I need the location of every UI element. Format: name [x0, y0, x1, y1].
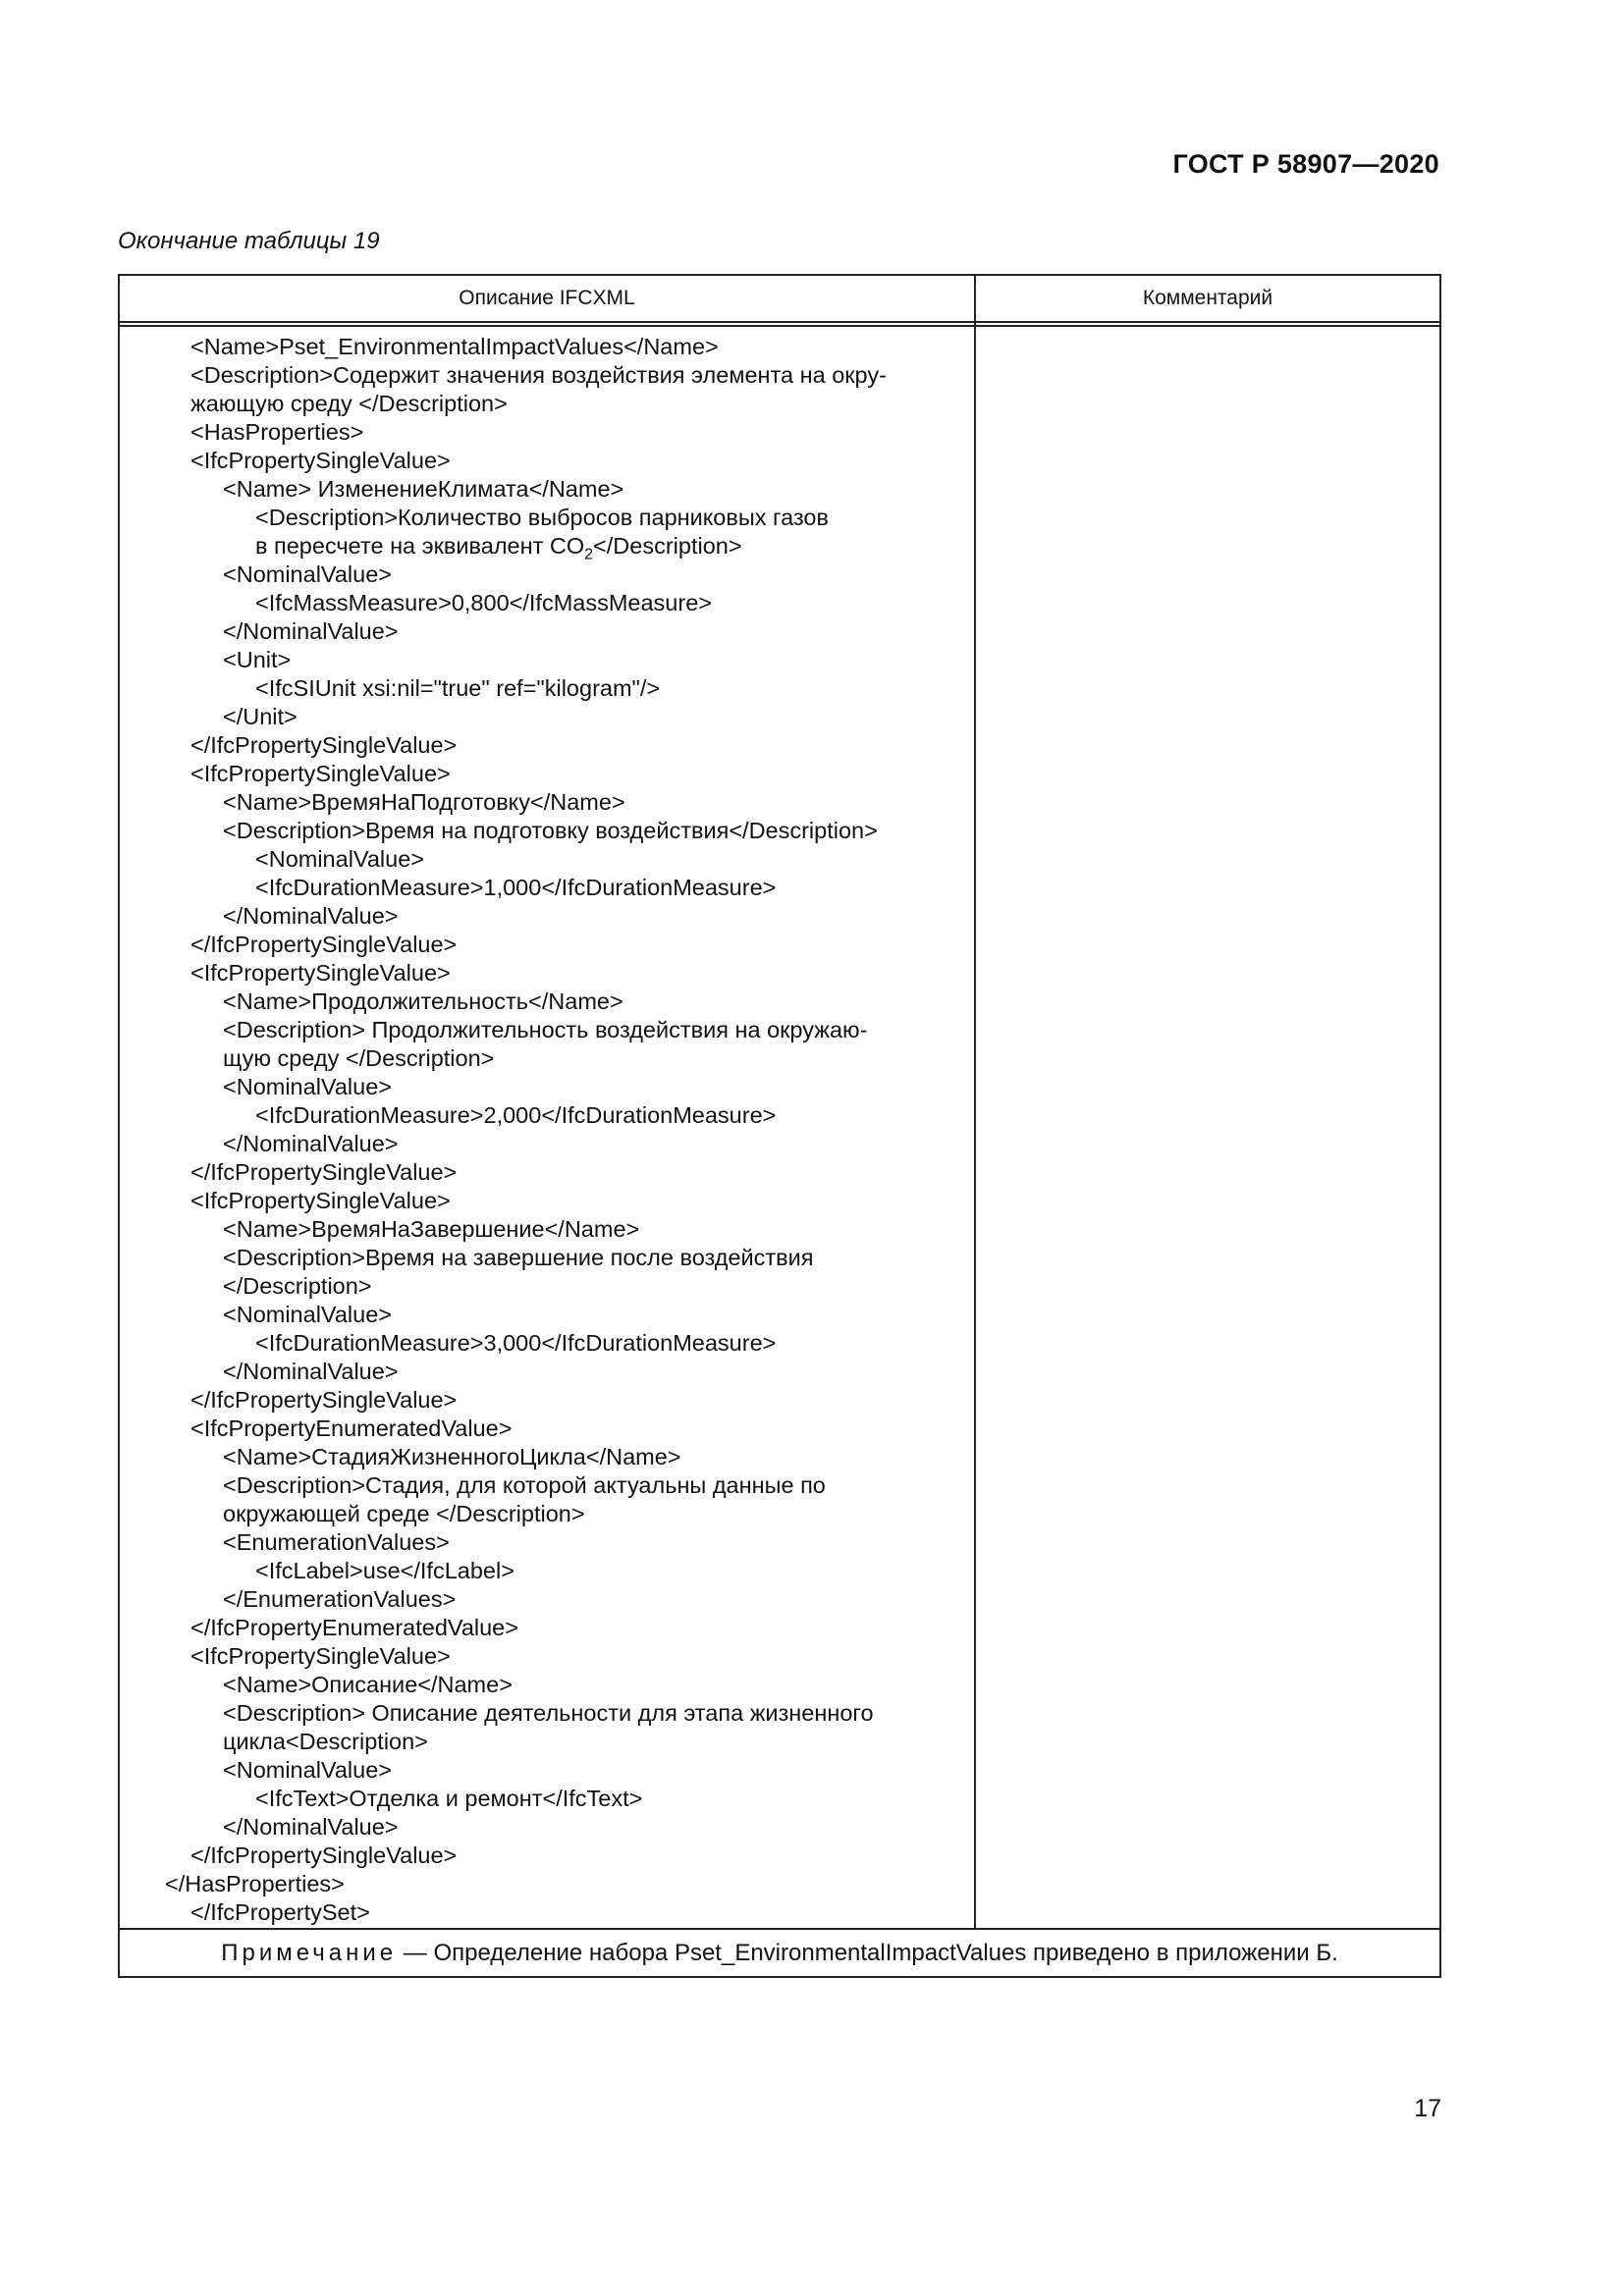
code-line-text: <Description> Продолжительность воздействия на окружаю- — [223, 1017, 868, 1042]
code-line-text: <Name>ВремяНаЗавершение</Name> — [223, 1216, 640, 1242]
code-line-text: <NominalValue> — [223, 1074, 393, 1099]
code-line-text: </IfcPropertySingleValue> — [190, 1159, 458, 1185]
code-line-text: <IfcPropertySingleValue> — [190, 448, 451, 473]
code-line-text: <IfcPropertyEnumeratedValue> — [190, 1415, 513, 1441]
code-line-text: <HasProperties> — [190, 419, 364, 445]
code-line-text: <Description>Содержит значения воздействия элемента на окру- — [190, 362, 887, 388]
code-line — [120, 646, 972, 674]
code-line — [120, 1329, 972, 1358]
ifcxml-table — [118, 274, 1441, 1978]
code-line-text: <Name>ВремяНаПодготовку</Name> — [223, 789, 625, 815]
code-line-text: <Name>Продолжительность</Name> — [223, 988, 623, 1014]
code-line-text: <IfcPropertySingleValue> — [190, 1643, 451, 1669]
code-line-text: </NominalValue> — [223, 618, 399, 644]
code-line-text: <IfcSIUnit xsi:nil="true" ref="kilogram"/> — [255, 675, 661, 701]
code-line-text: <IfcLabel>use</IfcLabel> — [255, 1558, 514, 1583]
code-line — [120, 1301, 972, 1329]
code-line — [120, 1073, 972, 1101]
code-line-text: </HasProperties> — [165, 1871, 345, 1896]
code-line — [120, 1187, 972, 1215]
code-line-text: <NominalValue> — [255, 846, 425, 872]
code-line-text: <Unit> — [223, 647, 292, 672]
code-line — [120, 1443, 972, 1471]
code-line — [120, 1813, 972, 1842]
code-line — [120, 1101, 972, 1130]
code-line — [120, 475, 972, 504]
column-header-comment: Комментарий — [1142, 287, 1273, 309]
code-line — [120, 333, 972, 361]
code-line-text-tail: </Description> — [593, 533, 742, 559]
code-line — [120, 1415, 972, 1443]
code-line-text: <IfcDurationMeasure>2,000</IfcDurationMeasure> — [255, 1102, 777, 1128]
code-line — [120, 845, 972, 874]
code-line — [120, 1642, 972, 1671]
code-line — [120, 1728, 972, 1756]
code-line — [120, 1044, 972, 1073]
code-line — [120, 1756, 972, 1785]
code-line — [120, 1870, 972, 1898]
code-line — [120, 447, 972, 475]
subscript: 2 — [584, 546, 594, 563]
table-header-row — [120, 276, 1439, 323]
code-line-text: </IfcPropertySet> — [190, 1899, 370, 1925]
column-header-description: Описание IFCXML — [459, 287, 635, 309]
code-line-text: <IfcPropertySingleValue> — [190, 761, 451, 786]
code-line-text: <NominalValue> — [223, 1302, 393, 1327]
code-line-text: </IfcPropertyEnumeratedValue> — [190, 1615, 518, 1640]
code-line-text: </NominalValue> — [223, 1359, 399, 1384]
table-caption: Окончание таблицы 19 — [118, 228, 380, 254]
code-line-text: <Description>Стадия, для которой актуальны данные по — [223, 1472, 826, 1498]
code-line-text: </NominalValue> — [223, 1131, 399, 1156]
code-line-text: <IfcText>Отделка и ремонт</IfcText> — [255, 1786, 643, 1811]
code-line-text: <NominalValue> — [223, 1757, 393, 1783]
code-line — [120, 1528, 972, 1557]
code-line-text: </NominalValue> — [223, 903, 399, 929]
page-number: 17 — [1414, 2095, 1441, 2122]
code-line — [120, 1898, 972, 1927]
code-line-text: <IfcDurationMeasure>3,000</IfcDurationMeasure> — [255, 1330, 777, 1356]
code-line — [120, 817, 972, 845]
code-line — [120, 674, 972, 703]
code-line — [120, 1614, 972, 1642]
code-line-text: в пересчете на эквивалент CO — [255, 533, 585, 559]
code-line — [120, 731, 972, 760]
code-line-text: </IfcPropertySingleValue> — [190, 1387, 458, 1413]
code-line — [120, 390, 972, 418]
code-line — [120, 1386, 972, 1415]
code-line-text: <Description>Время на завершение после воздействия — [223, 1245, 814, 1270]
code-line — [120, 1158, 972, 1187]
code-line — [120, 1244, 972, 1272]
code-line — [120, 1016, 972, 1044]
code-line-text: </IfcPropertySingleValue> — [190, 732, 458, 758]
code-line — [120, 1671, 972, 1699]
code-line — [120, 418, 972, 447]
code-line-text: <IfcMassMeasure>0,800</IfcMassMeasure> — [255, 590, 712, 615]
code-line — [120, 617, 972, 646]
code-line-text: <IfcPropertySingleValue> — [190, 1188, 451, 1213]
code-line — [120, 532, 972, 561]
code-line — [120, 931, 972, 959]
code-line — [120, 1471, 972, 1500]
header-double-rule — [120, 325, 1439, 327]
code-line-text: <EnumerationValues> — [223, 1529, 450, 1555]
code-line-text: <Name>СтадияЖизненногоЦикла</Name> — [223, 1444, 681, 1469]
code-line-text: </EnumerationValues> — [223, 1586, 457, 1612]
code-line-text: </Unit> — [223, 704, 298, 729]
code-line — [120, 561, 972, 589]
code-line-text: окружающей среде </Description> — [223, 1501, 585, 1526]
code-line — [120, 959, 972, 988]
code-line — [120, 589, 972, 617]
code-line — [120, 874, 972, 902]
code-line — [120, 788, 972, 817]
code-line — [120, 1358, 972, 1386]
code-line-text: </IfcPropertySingleValue> — [190, 932, 458, 957]
code-line-text: <NominalValue> — [223, 561, 393, 587]
code-line — [120, 1699, 972, 1728]
code-line-text: <Description> Описание деятельности для этапа жизненного — [223, 1700, 874, 1726]
code-line — [120, 902, 972, 931]
code-line-text: </NominalValue> — [223, 1814, 399, 1840]
code-line — [120, 1500, 972, 1528]
code-line — [120, 1215, 972, 1244]
code-line — [120, 988, 972, 1016]
code-line — [120, 760, 972, 788]
code-line-text: <IfcPropertySingleValue> — [190, 960, 451, 986]
note-text: — Определение набора Pset_EnvironmentalImpactValues приведено в приложении Б. — [397, 1940, 1338, 1966]
code-line — [120, 1557, 972, 1585]
code-line-text: </Description> — [223, 1273, 372, 1299]
document-code: ГОСТ Р 58907—2020 — [1172, 149, 1439, 179]
code-line-text: </IfcPropertySingleValue> — [190, 1842, 458, 1868]
code-line-text: жающую среду </Description> — [190, 391, 508, 416]
code-line — [120, 361, 972, 390]
note-label: Примечание — [221, 1940, 398, 1966]
code-line — [120, 1272, 972, 1301]
ifcxml-description-cell — [120, 333, 972, 1927]
code-line-text: <Name>Pset_EnvironmentalImpactValues</Name> — [190, 334, 719, 359]
code-line-text: <Description>Количество выбросов парниковых газов — [255, 505, 829, 530]
code-line-text: <Name>Описание</Name> — [223, 1672, 513, 1697]
code-line — [120, 703, 972, 731]
code-line — [120, 1585, 972, 1614]
table-note — [120, 1928, 1439, 1978]
code-line — [120, 504, 972, 532]
code-line-text: <Name> ИзменениеКлимата</Name> — [223, 476, 624, 502]
code-line-text: <Description>Время на подготовку воздействия</Description> — [223, 818, 878, 843]
code-line-text: <IfcDurationMeasure>1,000</IfcDurationMeasure> — [255, 875, 777, 900]
column-divider — [974, 276, 976, 1928]
code-line — [120, 1130, 972, 1158]
code-line — [120, 1785, 972, 1813]
code-line-text: цикла<Description> — [223, 1729, 428, 1754]
code-line-text: щую среду </Description> — [223, 1045, 495, 1071]
code-line — [120, 1842, 972, 1870]
